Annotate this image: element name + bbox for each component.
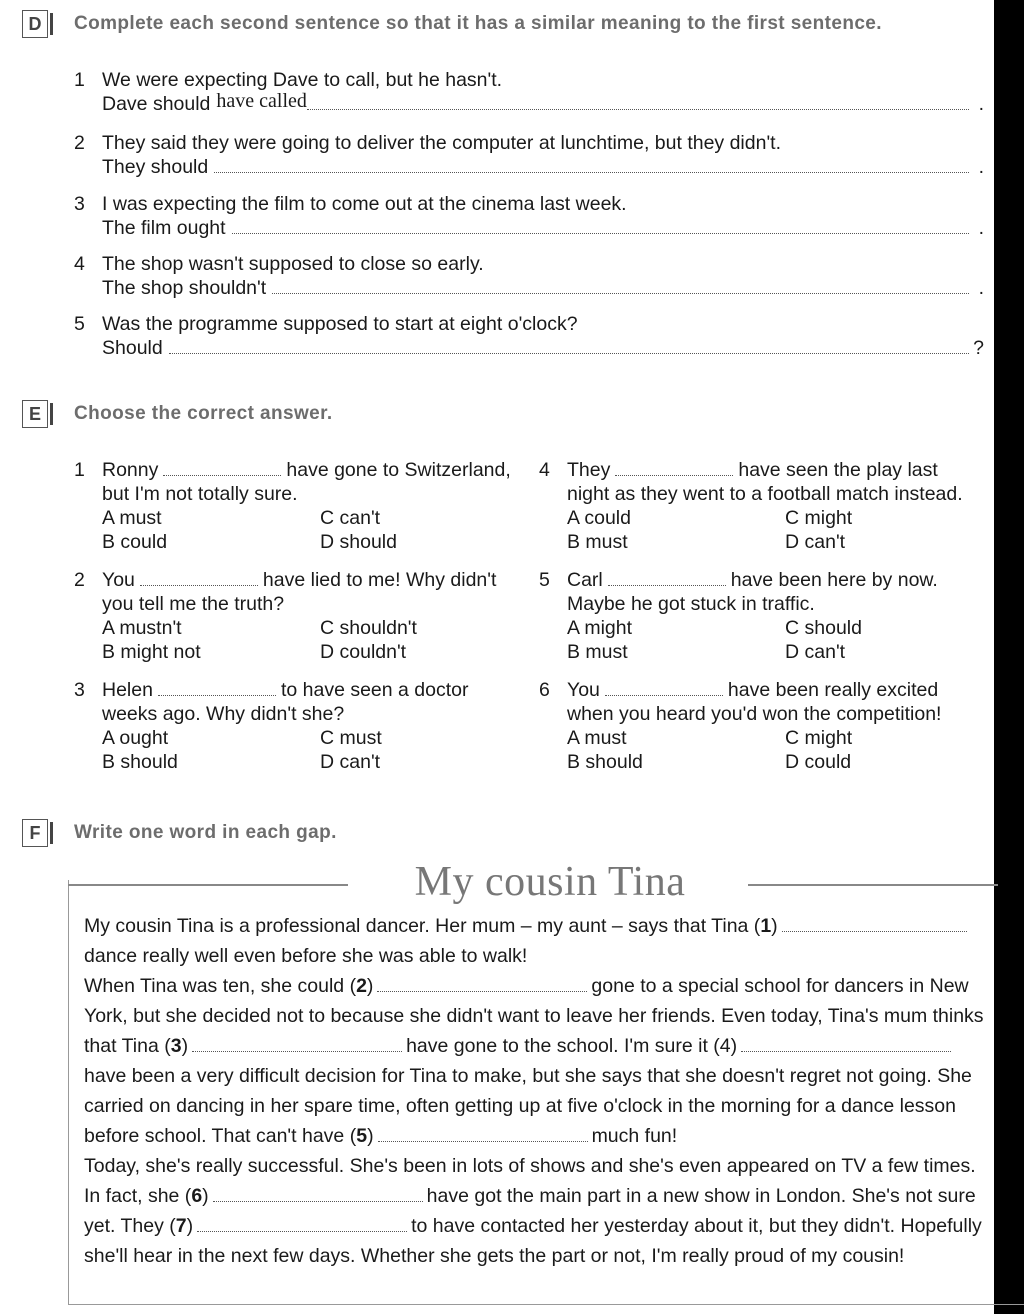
answer-option[interactable]: D should — [320, 531, 397, 553]
answer-stem: The shop shouldn't — [102, 277, 267, 299]
story-text-segment: gone to a special school for dancers in New — [591, 975, 969, 997]
answer-blank[interactable] — [608, 571, 726, 586]
question-number: 3 — [74, 679, 85, 701]
question-text-after: have been really excited — [727, 679, 939, 701]
answer-option[interactable]: C might — [785, 727, 853, 749]
question-text-before: They — [567, 459, 611, 481]
answer-option[interactable]: D could — [785, 751, 852, 773]
gap-paren: ) — [181, 1035, 189, 1057]
answer-option[interactable]: C can't — [320, 507, 381, 529]
question-text-after: have gone to Switzerland, — [286, 459, 511, 481]
item-number: 1 — [74, 69, 85, 91]
end-punctuation: ? — [973, 337, 984, 359]
answer-option[interactable]: A must — [567, 727, 627, 749]
question-text-after: have been here by now. — [730, 569, 938, 591]
gap-number: 7 — [175, 1215, 187, 1237]
item-number: 4 — [74, 253, 85, 275]
question-text-line2: weeks ago. Why didn't she? — [102, 703, 345, 725]
question-text-after: have seen the play last — [738, 459, 938, 481]
story-line — [84, 1005, 984, 1028]
prompt-sentence: I was expecting the film to come out at the cinema last week. — [102, 193, 627, 215]
story-text-segment: have got the main part in a new show in London. She's not sure — [426, 1185, 976, 1207]
question-number: 2 — [74, 569, 85, 591]
question-text-line2: night as they went to a football match instead. — [567, 483, 963, 505]
section-letter: E — [22, 400, 48, 428]
mc-question — [74, 458, 514, 554]
story-line — [84, 1155, 976, 1178]
answer-option[interactable]: A could — [567, 507, 631, 529]
answer-blank[interactable] — [605, 681, 723, 696]
mc-question — [539, 568, 979, 664]
answer-options — [102, 726, 514, 774]
story-line — [84, 975, 969, 998]
story-line — [84, 1185, 976, 1208]
story-text-segment: that Tina ( — [84, 1035, 171, 1057]
prompt-sentence: The shop wasn't supposed to close so early. — [102, 253, 484, 275]
answer-stem: Dave should — [102, 93, 211, 115]
question-text-before: You — [102, 569, 135, 591]
answer-blank[interactable] — [169, 337, 969, 354]
mc-question — [539, 678, 979, 774]
gap-number: 3 — [170, 1035, 182, 1057]
answer-line — [102, 92, 984, 116]
question-text-after: have lied to me! Why didn't — [262, 569, 497, 591]
gap-paren: ) — [771, 915, 778, 937]
question-text-before: Carl — [567, 569, 603, 591]
story-text-segment: Today, she's really successful. She's been in lots of shows and she's even appeared on TV a few times. — [84, 1155, 976, 1177]
story-text-segment: My cousin Tina is a professional dancer. Her mum – my aunt – says that Tina ( — [84, 915, 761, 937]
answer-option[interactable]: B might not — [102, 641, 201, 663]
story-line — [84, 1245, 904, 1268]
story-line — [84, 1095, 956, 1118]
story-line — [84, 1125, 677, 1148]
item-number: 5 — [74, 313, 85, 335]
question-text-after: to have seen a doctor — [280, 679, 469, 701]
story-line — [84, 1215, 982, 1238]
mc-question — [539, 458, 979, 554]
story-text-segment: to have contacted her yesterday about it, but they didn't. Hopefully — [411, 1215, 982, 1237]
gap-paren: ) — [366, 975, 374, 997]
gap-number: 6 — [191, 1185, 203, 1207]
answer-option[interactable]: A must — [102, 507, 162, 529]
word-gap[interactable] — [197, 1217, 407, 1232]
story-text-segment: When Tina was ten, she could ( — [84, 975, 357, 997]
mc-question — [74, 678, 514, 774]
answer-stem: Should — [102, 337, 163, 359]
answer-line — [102, 216, 984, 240]
answer-options — [567, 616, 979, 664]
answer-blank[interactable] — [615, 461, 733, 476]
answer-blank[interactable] — [214, 156, 969, 173]
question-number: 4 — [539, 459, 550, 481]
answer-option[interactable]: C should — [785, 617, 862, 639]
end-punctuation: . — [978, 277, 984, 299]
word-gap[interactable] — [741, 1037, 951, 1052]
word-gap[interactable] — [378, 1127, 588, 1142]
story-text-segment: have gone to the school. I'm sure it (4) — [406, 1035, 738, 1057]
answer-blank[interactable] — [232, 217, 969, 234]
question-text-before: Helen — [102, 679, 153, 701]
end-punctuation: . — [978, 93, 984, 115]
question-text-line2: but I'm not totally sure. — [102, 483, 298, 505]
gap-paren: ) — [367, 1125, 374, 1147]
story-frame — [68, 880, 1024, 1305]
question-number: 6 — [539, 679, 550, 701]
item-number: 2 — [74, 132, 85, 154]
prompt-sentence: We were expecting Dave to call, but he hasn't. — [102, 69, 503, 91]
section-instruction: Choose the correct answer. — [74, 403, 333, 424]
answer-blank[interactable] — [140, 571, 258, 586]
story-line — [84, 1035, 955, 1058]
section-letter: D — [22, 10, 48, 38]
answer-option[interactable]: C shouldn't — [320, 617, 417, 639]
answer-stem: The film ought — [102, 217, 226, 239]
story-text-segment: In fact, she ( — [84, 1185, 192, 1207]
gap-paren: ) — [186, 1215, 194, 1237]
section-instruction: Complete each second sentence so that it has a similar meaning to the first sentence. — [74, 13, 882, 34]
answer-options — [102, 616, 514, 664]
question-text-line2: Maybe he got stuck in traffic. — [567, 593, 815, 615]
prompt-sentence: They said they were going to deliver the computer at lunchtime, but they didn't. — [102, 132, 782, 154]
answer-option[interactable]: C might — [785, 507, 853, 529]
story-text-segment: she'll hear in the next few days. Whether she gets the part or not, I'm really proud of my cousin! — [84, 1245, 905, 1267]
answer-option[interactable]: A ought — [102, 727, 169, 749]
story-text-segment: carried on dancing in her spare time, often getting up at five o'clock in the morning for a dance lesson — [84, 1095, 956, 1117]
question-number: 1 — [74, 459, 85, 481]
exercise-item — [74, 131, 984, 179]
story-text-segment: dance really well even before she was able to walk! — [84, 945, 528, 967]
answer-option[interactable]: B could — [102, 531, 168, 553]
exercise-item — [74, 252, 984, 300]
answer-blank[interactable] — [307, 93, 969, 110]
handwritten-answer: have called — [216, 90, 307, 112]
end-punctuation: . — [978, 217, 984, 239]
answer-options — [567, 726, 979, 774]
answer-option[interactable]: B should — [102, 751, 178, 773]
end-punctuation: . — [978, 156, 984, 178]
answer-options — [567, 506, 979, 554]
prompt-sentence: Was the programme supposed to start at eight o'clock? — [102, 313, 578, 335]
answer-blank[interactable] — [272, 277, 969, 294]
question-text-before: You — [567, 679, 600, 701]
answer-option[interactable]: D can't — [785, 531, 846, 553]
answer-option[interactable]: D couldn't — [320, 641, 407, 663]
section-f-header — [22, 819, 337, 847]
section-e-header — [22, 400, 333, 428]
answer-stem: They should — [102, 156, 209, 178]
question-text-before: Ronny — [102, 459, 159, 481]
story-title: My cousin Tina — [414, 859, 686, 905]
answer-option[interactable]: B must — [567, 531, 628, 553]
exercise-item — [74, 312, 984, 360]
question-text-line2: when you heard you'd won the competition! — [567, 703, 942, 725]
item-number: 3 — [74, 193, 85, 215]
gap-number: 2 — [356, 975, 367, 997]
story-text-segment: before school. That can't have ( — [84, 1125, 357, 1147]
answer-blank[interactable] — [158, 681, 276, 696]
story-text-segment: yet. They ( — [84, 1215, 176, 1237]
exercise-item — [74, 192, 984, 240]
word-gap[interactable] — [192, 1037, 402, 1052]
answer-option[interactable]: C must — [320, 727, 382, 749]
story-text-segment: much fun! — [591, 1125, 678, 1147]
answer-option[interactable]: A might — [567, 617, 633, 639]
title-rule-right — [748, 884, 998, 886]
gap-number: 1 — [760, 915, 772, 937]
answer-option[interactable]: B must — [567, 641, 628, 663]
answer-option[interactable]: D can't — [320, 751, 381, 773]
answer-line — [102, 155, 984, 179]
answer-blank[interactable] — [163, 461, 281, 476]
story-text-segment: York, but she decided not to because she didn't want to leave her friends. Even today, Tina's mum thinks — [84, 1005, 984, 1027]
question-text-line2: you tell me the truth? — [102, 593, 285, 615]
word-gap[interactable] — [377, 977, 587, 992]
gap-paren: ) — [202, 1185, 209, 1207]
story-line — [84, 1065, 972, 1088]
answer-line — [102, 336, 984, 360]
word-gap[interactable] — [213, 1187, 423, 1202]
story-line — [84, 915, 971, 938]
section-instruction: Write one word in each gap. — [74, 822, 337, 843]
exercise-item — [74, 68, 984, 116]
answer-option[interactable]: D can't — [785, 641, 846, 663]
word-gap[interactable] — [782, 917, 967, 932]
story-line — [84, 945, 527, 968]
answer-options — [102, 506, 514, 554]
answer-option[interactable]: B should — [567, 751, 643, 773]
answer-line — [102, 276, 984, 300]
gap-number: 5 — [356, 1125, 368, 1147]
section-d-header — [22, 10, 882, 38]
question-number: 5 — [539, 569, 550, 591]
answer-option[interactable]: A mustn't — [102, 617, 182, 639]
section-letter: F — [22, 819, 48, 847]
title-rule-left — [68, 884, 348, 886]
mc-question — [74, 568, 514, 664]
story-text-segment: have been a very difficult decision for Tina to make, but she says that she doesn't regret not going. She — [84, 1065, 972, 1087]
